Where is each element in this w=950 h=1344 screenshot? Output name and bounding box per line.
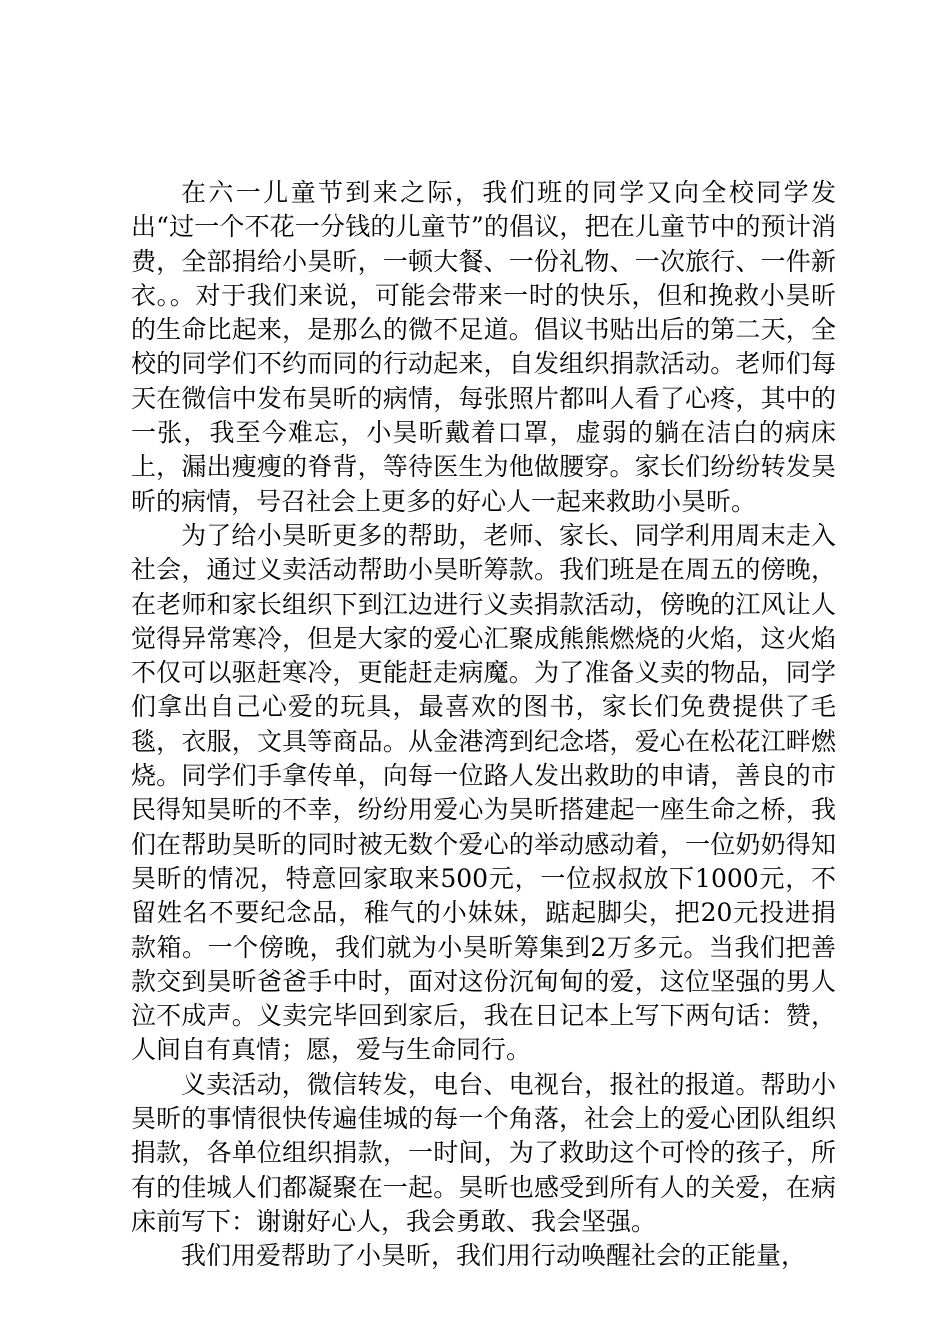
paragraph-media-coverage: 义卖活动，微信转发，电台、电视台，报社的报道。帮助小昊昕的事情很快传遍佳城的每一个角落，社会上的爱心团队组织捐款，各单位组织捐款，一时间，为了救助这个可怜的孩子，所有的佳城人们都凝聚在一起。昊昕也感受到所有人的关爱，在病床前写下：谢谢好心人，我会勇敢、我会坚强。 (131, 1069, 836, 1236)
document-body (131, 176, 836, 1274)
paragraph-conclusion: 我们用爱帮助了小昊昕，我们用行动唤醒社会的正能量， (181, 1241, 807, 1271)
paragraph-childrens-day-initiative: 在六一儿童节到来之际，我们班的同学又向全校同学发出“过一个不花一分钱的儿童节”的倡议，把在儿童节中的预计消费，全部捐给小昊昕，一顿大餐、一份礼物、一次旅行、一件新衣。。对于我们来说，可能会带来一时的快乐，但和挽救小昊昕的生命比起来，是那么的微不足道。倡议书贴出后的第二天，全校的同学们不约而同的行动起来，自发组织捐款活动。老师们每天在微信中发布昊昕的病情，每张照片都叫人看了心疼，其中的一张，我至今难忘，小昊昕戴着口罩，虚弱的躺在洁白的病床上，漏出瘦瘦的脊背，等待医生为他做腰穿。家长们纷纷转发昊昕的病情，号召社会上更多的好心人一起来救助小昊昕。 (131, 178, 836, 516)
paragraph-charity-sale: 为了给小昊昕更多的帮助，老师、家长、同学利用周末走入社会，通过义卖活动帮助小昊昕筹款。我们班是在周五的傍晚，在老师和家长组织下到江边进行义卖捐款活动，傍晚的江风让人觉得异常寒冷，但是大家的爱心汇聚成熊熊燃烧的火焰，这火焰不仅可以驱赶寒冷，更能赶走病魔。为了准备义卖的物品，同学们拿出自己心爱的玩具，最喜欢的图书，家长们免费提供了毛毯，衣服，文具等商品。从金港湾到纪念塔，爱心在松花江畔燃烧。同学们手拿传单，向每一位路人发出救助的申请，善良的市民得知昊昕的不幸，纷纷用爱心为昊昕搭建起一座生命之桥，我们在帮助昊昕的同时被无数个爱心的举动感动着，一位奶奶得知昊昕的情况，特意回家取来500元，一位叔叔放下1000元，不留姓名不要纪念品，稚气的小妹妹，踮起脚尖，把20元投进捐款箱。一个傍晚，我们就为小昊昕筹集到2万多元。当我们把善款交到昊昕爸爸手中时，面对这份沉甸甸的爱，这位坚强的男人泣不成声。义卖完毕回到家后，我在日记本上写下两句话：赞，人间自有真情；愿，爱与生命同行。 (131, 520, 836, 1065)
